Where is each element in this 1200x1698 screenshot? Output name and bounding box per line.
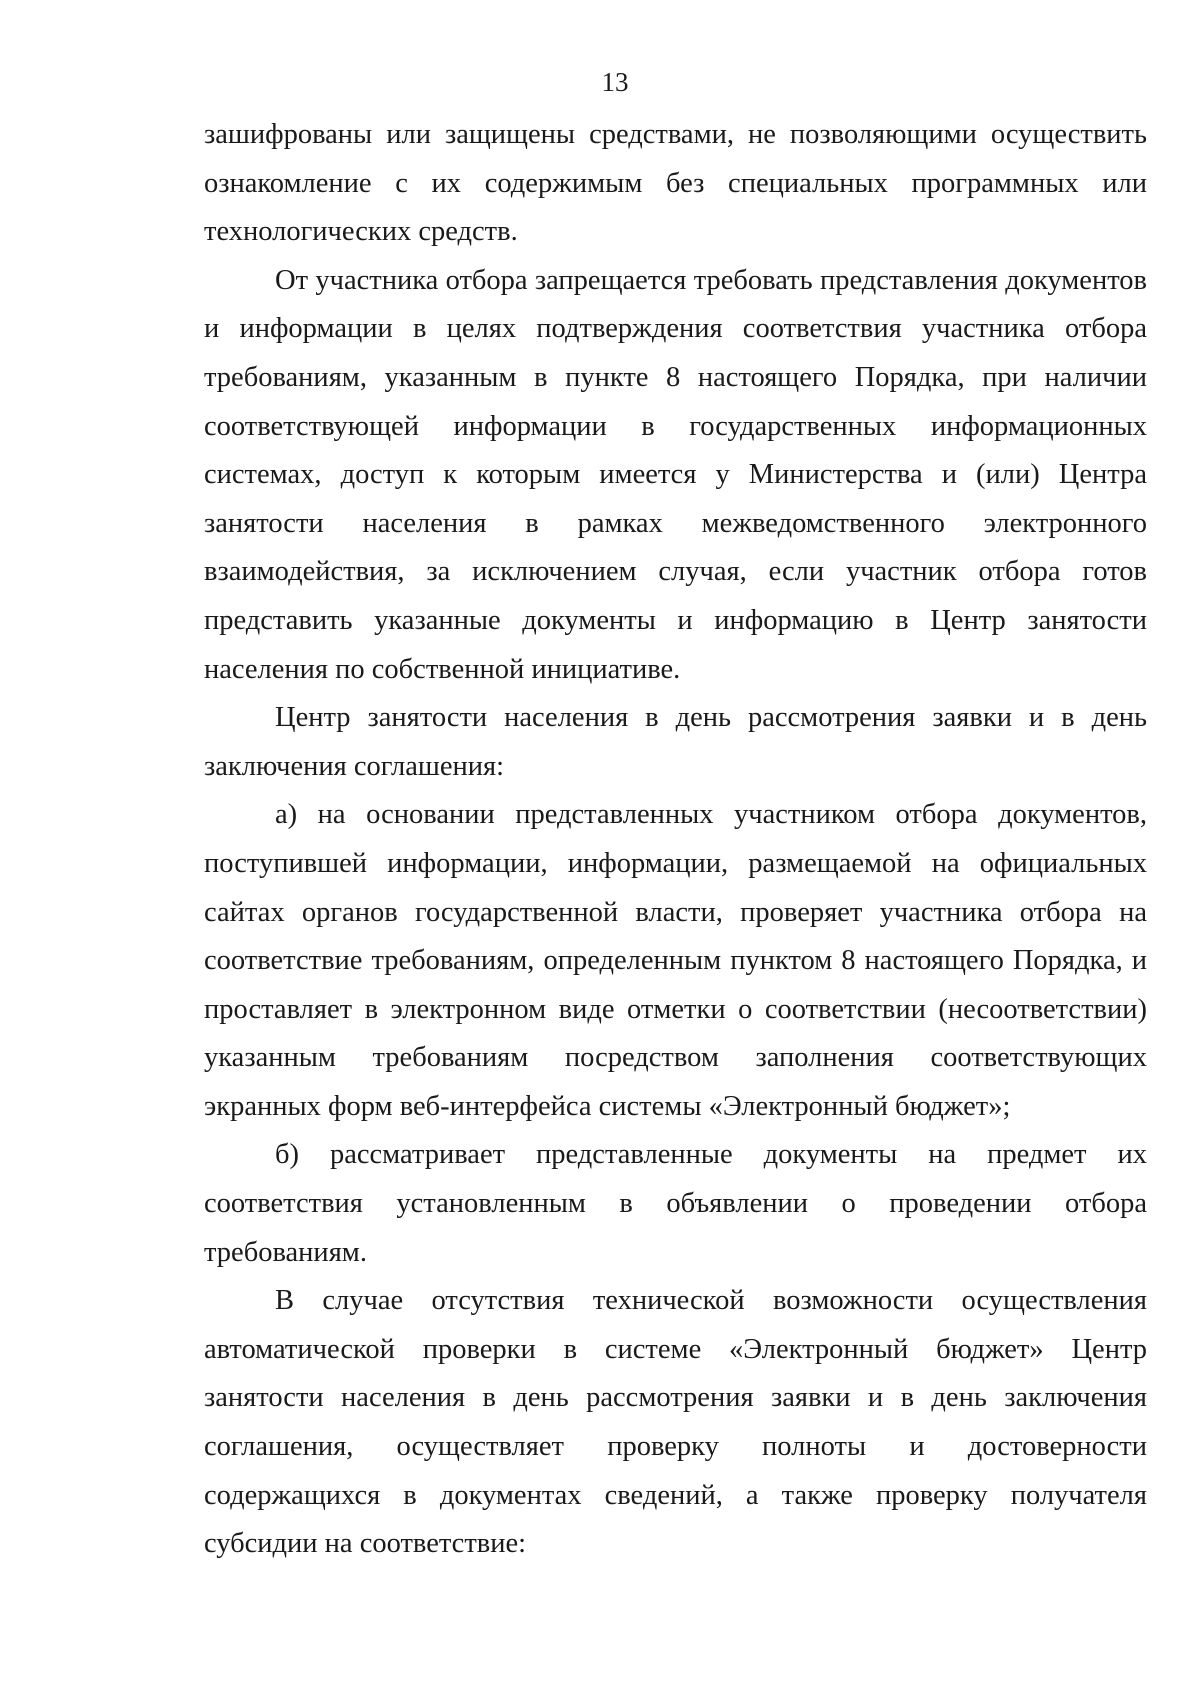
- document-body: [204, 111, 1147, 1569]
- paragraph-no-technical-possibility: В случае отсутствия технической возможности осуществления автоматической проверки в системе «Электронный бюджет» Центр занятости населения в день рассмотрения заявки и в день заключения соглашения, осуществляет проверку полноты и достоверности содержащихся в документах сведений, а также проверку получателя субсидии на соответствие:: [204, 1285, 1147, 1560]
- paragraph-employment-center: Центр занятости населения в день рассмотрения заявки и в день заключения соглашения:: [204, 702, 1147, 782]
- page-number: 13: [601, 67, 629, 97]
- paragraph-participant-requirements: От участника отбора запрещается требовать представления документов и информации в целях подтверждения соответствия участника отбора требованиям, указанным в пункте 8 настоящего Порядка, при наличии соответствующей информации в государственных информационных системах, доступ к которым имеется у Министерства и (или) Центра занятости населения в рамках межведомственного электронного взаимодействия, за исключением случая, если участник отбора готов представить указанные документы и информацию в Центр занятости населения по собственной инициативе.: [204, 264, 1147, 685]
- paragraph-item-b: б) рассматривает представленные документы на предмет их соответствия установленным в объявлении о проведении отбора требованиям.: [204, 1139, 1147, 1268]
- paragraph-continuation: зашифрованы или защищены средствами, не позволяющими осуществить ознакомление с их содержимым без специальных программных или технологических средств.: [204, 119, 1147, 248]
- paragraph-item-a: а) на основании представленных участником отбора документов, поступившей информации, информации, размещаемой на официальных сайтах органов государственной власти, проверяет участника отбора на соответствие требованиям, определенным пунктом 8 настоящего Порядка, и проставляет в электронном виде отметки о соответствии (несоответствии) указанным требованиям посредством заполнения соответствующих экранных форм веб-интерфейса системы «Электронный бюджет»;: [204, 799, 1147, 1122]
